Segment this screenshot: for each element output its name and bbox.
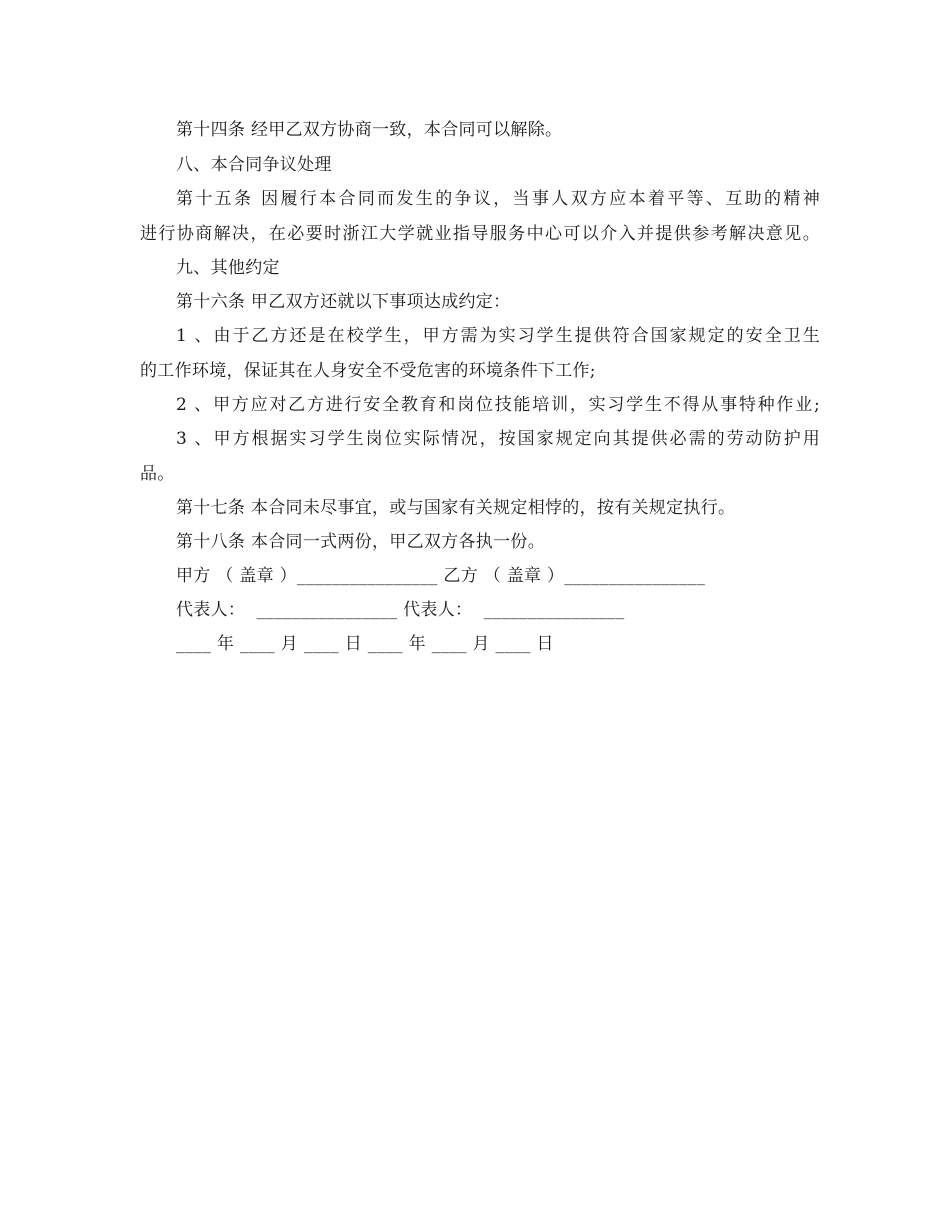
clause-16: 第十六条 甲乙双方还就以下事项达成约定： xyxy=(176,292,511,312)
clause-18: 第十八条 本合同一式两份，甲乙双方各执一份。 xyxy=(176,532,546,552)
clause-15-line-2: 进行协商解决，在必要时浙江大学就业指导服务中心可以介入并提供参考解决意见。 xyxy=(140,224,820,244)
seal-line: 甲方 （ 盖章 ）________________ 乙方 （ 盖章 ）________________ xyxy=(176,566,706,586)
item-1-line-1: 1 、由于乙方还是在校学生，甲方需为实习学生提供符合国家规定的安全卫生 xyxy=(176,326,820,346)
representative-line: 代表人： ________________ 代表人： ________________ xyxy=(176,600,625,620)
clause-17: 第十七条 本合同未尽事宜，或与国家有关规定相悖的，按有关规定执行。 xyxy=(176,498,736,518)
section-8-heading: 八、本合同争议处理 xyxy=(176,155,332,175)
item-3-line-1: 3 、甲方根据实习学生岗位实际情况，按国家规定向其提供必需的劳动防护用 xyxy=(176,429,820,449)
item-2: 2 、甲方应对乙方进行安全教育和岗位技能培训，实习学生不得从事特种作业; xyxy=(176,395,820,415)
section-9-heading: 九、其他约定 xyxy=(176,258,280,278)
date-line: ____ 年 ____ 月 ____ 日 ____ 年 ____ 月 ____ 日 xyxy=(176,634,554,654)
clause-15-line-1: 第十五条 因履行本合同而发生的争议，当事人双方应本着平等、互助的精神 xyxy=(176,189,820,209)
clause-14: 第十四条 经甲乙双方协商一致，本合同可以解除。 xyxy=(176,120,563,140)
item-1-line-2: 的工作环境，保证其在人身安全不受危害的环境条件下工作; xyxy=(140,361,596,381)
item-3-line-2: 品。 xyxy=(140,464,175,484)
